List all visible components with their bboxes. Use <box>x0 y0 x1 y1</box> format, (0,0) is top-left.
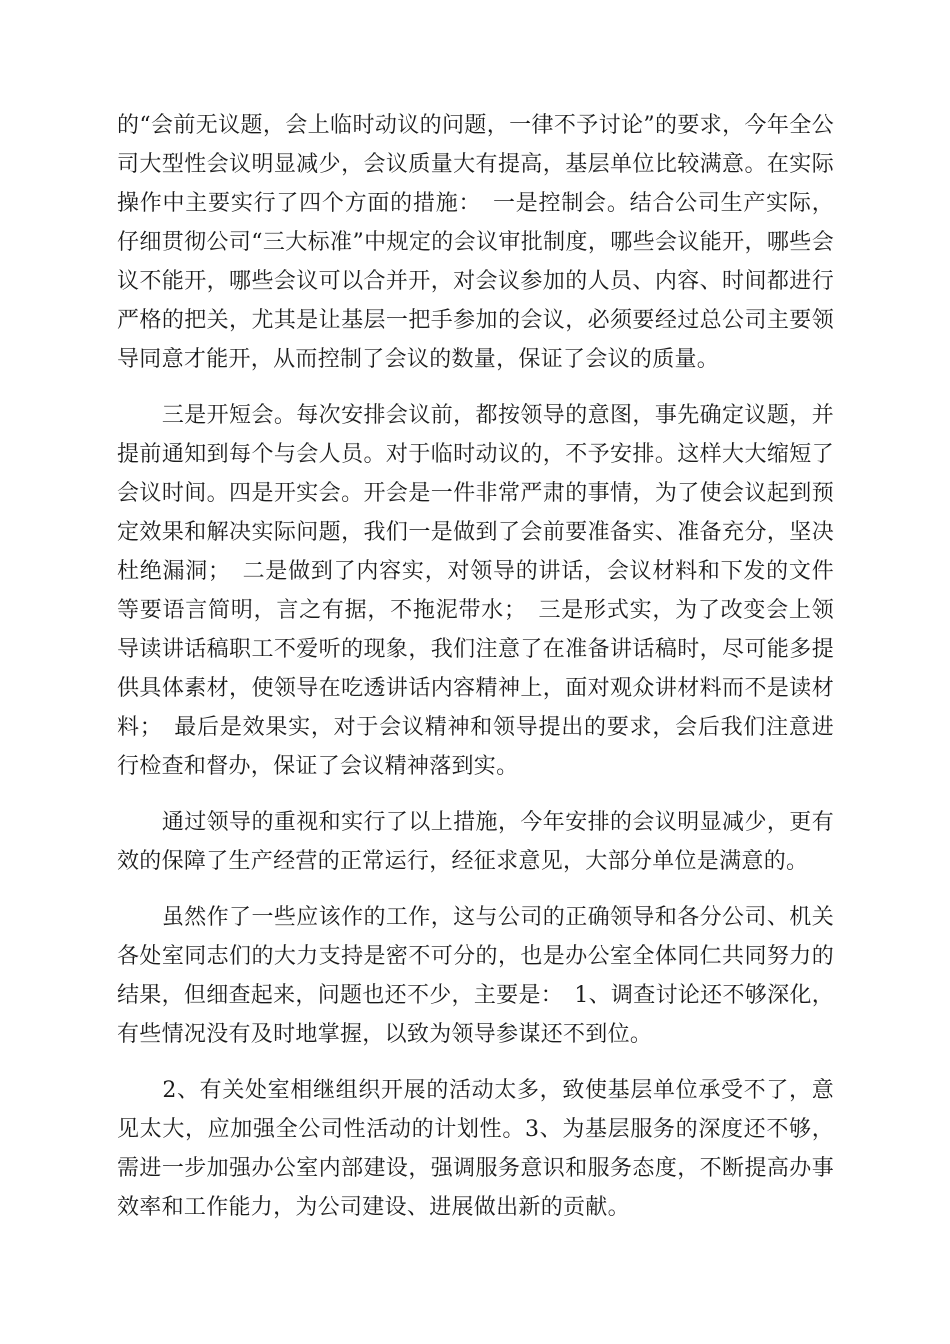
document-body <box>117 106 834 1244</box>
paragraph-4: 虽然作了一些应该作的工作，这与公司的正确领导和各分公司、机关各处室同志们的大力支持是密不可分的，也是办公室全体同仁共同努力的结果，但细查起来，问题也还不少，主要是： 1、调查讨论还不够深化，有些情况没有及时地掌握，以致为领导参谋还不到位。 <box>117 905 834 1047</box>
paragraph-1: 的“会前无议题，会上临时动议的问题，一律不予讨论”的要求，今年全公司大型性会议明显减少，会议质量大有提高，基层单位比较满意。在实际操作中主要实行了四个方面的措施： 一是控制会。结合公司生产实际，仔细贯彻公司“三大标准”中规定的会议审批制度，哪些会议能开，哪些会议不能开，哪些会议可以合并开，对会议参加的人员、内容、时间都进行严格的把关，尤其是让基层一把手参加的会议，必须要经过总公司主要领导同意才能开，从而控制了会议的数量，保证了会议的质量。 <box>117 113 834 372</box>
paragraph-5: 2、有关处室相继组织开展的活动太多，致使基层单位承受不了，意见太大，应加强全公司性活动的计划性。3、为基层服务的深度还不够，需进一步加强办公室内部建设，强调服务意识和服务态度，不断提高办事效率和工作能力，为公司建设、进展做出新的贡献。 <box>117 1078 834 1220</box>
paragraph-3: 通过领导的重视和实行了以上措施，今年安排的会议明显减少，更有效的保障了生产经营的正常运行，经征求意见，大部分单位是满意的。 <box>117 810 834 874</box>
paragraph-2: 三是开短会。每次安排会议前，都按领导的意图，事先确定议题，并提前通知到每个与会人员。对于临时动议的，不予安排。这样大大缩短了会议时间。四是开实会。开会是一件非常严肃的事情，为了使会议起到预定效果和解决实际问题，我们一是做到了会前要准备实、准备充分，坚决杜绝漏洞； 二是做到了内容实，对领导的讲话，会议材料和下发的文件等要语言简明，言之有据，不拖泥带水； 三是形式实，为了改变会上领导读讲话稿职工不爱听的现象，我们注意了在准备讲话稿时，尽可能多提供具体素材，使领导在吃透讲话内容精神上，面对观众讲材料而不是读材料； 最后是效果实，对于会议精神和领导提出的要求，会后我们注意进行检查和督办，保证了会议精神落到实。 <box>117 403 834 779</box>
